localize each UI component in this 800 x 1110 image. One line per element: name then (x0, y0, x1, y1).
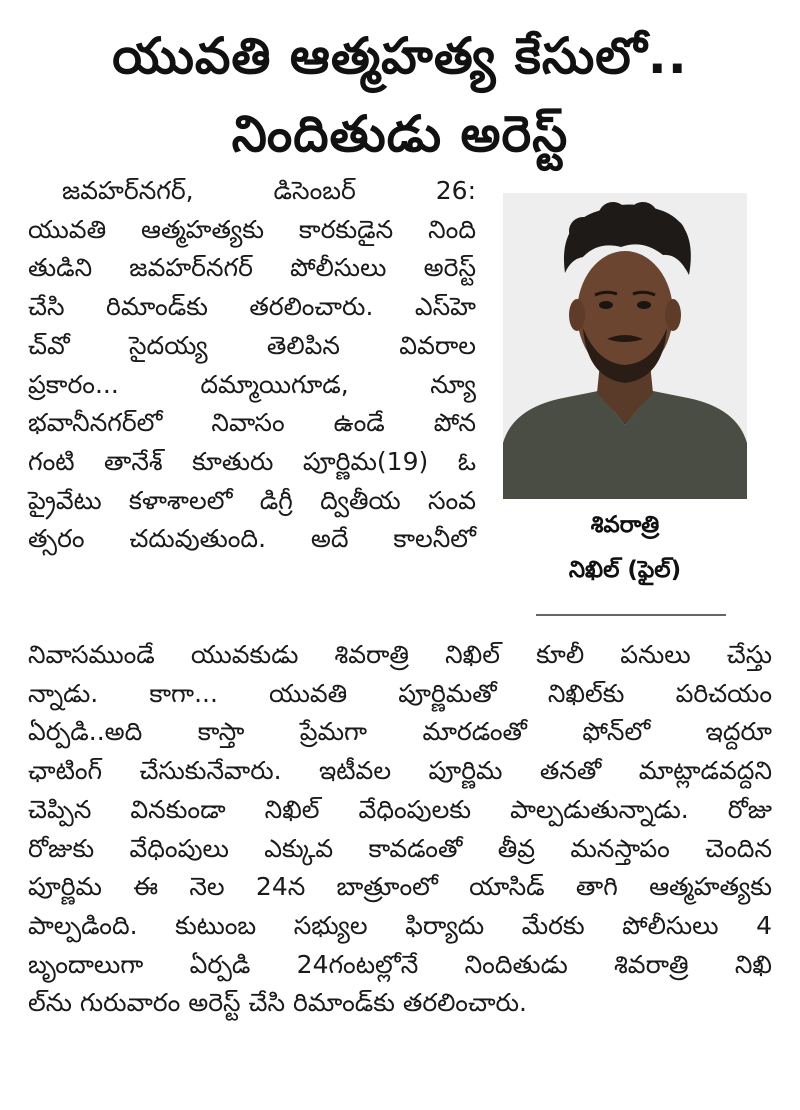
article-line: త్సరం చదువుతుంది. అదే కాలనీలో (28, 524, 476, 554)
headline-line-2: నిందితుడు అరెస్ట్ (231, 105, 569, 163)
article-dateline: జవహర్‌నగర్, డిసెంబర్ 26: (62, 176, 476, 205)
article-line: న్నాడు. కాగా... యువతి పూర్ణిమతో నిఖిల్‌కు పరిచయం (28, 678, 772, 708)
photo-caption-subtitle: నిఖిల్ (ఫైల్) (568, 557, 682, 583)
caption-divider (536, 614, 726, 616)
article-line: ఏర్పడి..అది కాస్తా ప్రేమగా మారడంతో ఫోన్‌లో ఇద్దరూ (28, 717, 772, 747)
article-line: చెప్పిన వినకుండా నిఖిల్ వేధింపులకు పాల్పడుతున్నాడు. రోజు (28, 794, 772, 824)
article-line: తుడిని జవహర్‌నగర్ పోలీసులు అరెస్ట్ (28, 253, 476, 283)
article-line: పాల్పడింది. కుటుంబ సభ్యుల ఫిర్యాదు మేరకు పోలీసులు 4 (28, 910, 772, 940)
article-line: నివాసముండే యువకుడు శివరాత్రి నిఖిల్ కూలీ పనులు చేస్తు (28, 640, 772, 669)
article-line: బృందాలుగా ఏర్పడి 24గంటల్లోనే నిందితుడు శివరాత్రి నిఖి (28, 949, 772, 979)
article-line: రోజుకు వేధింపులు ఎక్కువ కావడంతో తీవ్ర మనస్తాపం చెందిన (28, 833, 772, 863)
person-portrait-image (503, 193, 747, 499)
article-line: ప్రైవేటు కళాశాలలో డిగ్రీ ద్వితీయ సంవ (28, 485, 476, 515)
article-line: ల్‌ను గురువారం అరెస్ట్ చేసి రిమాండ్‌కు తరలించారు. (28, 988, 527, 1018)
article-line: ఛాటింగ్ చేసుకునేవారు. ఇటీవల పూర్ణిమ తనతో మాట్లాడవద్దని (28, 756, 772, 786)
article-line: గంటి తానేశ్ కూతురు పూర్ణిమ(19) ఓ (28, 446, 476, 476)
photo-caption-name: శివరాత్రి (590, 512, 660, 538)
article-line: యువతి ఆత్మహత్యకు కారకుడైన నింది (28, 214, 476, 244)
article-line: చేసి రిమాండ్‌కు తరలించారు. ఎస్‌హె (28, 292, 476, 322)
accused-photo (503, 193, 747, 499)
article-line: భవానీనగర్‌లో నివాసం ఉండే పోన (28, 408, 476, 438)
article-line: పూర్ణిమ ఈ నెల 24న బాత్రూంలో యాసిడ్ తాగి ఆత్మహత్యకు (28, 872, 772, 902)
article-line: చ్‌వో సైదయ్య తెలిపిన వివరాల (28, 330, 476, 360)
headline-line-1: యువతి ఆత్మహత్య కేసులో.. (112, 27, 688, 85)
article-full-width-text (28, 636, 772, 1023)
article-line: ప్రకారం... దమ్మాయిగూడ, న్యూ (28, 369, 476, 399)
article-column-text (28, 172, 476, 559)
